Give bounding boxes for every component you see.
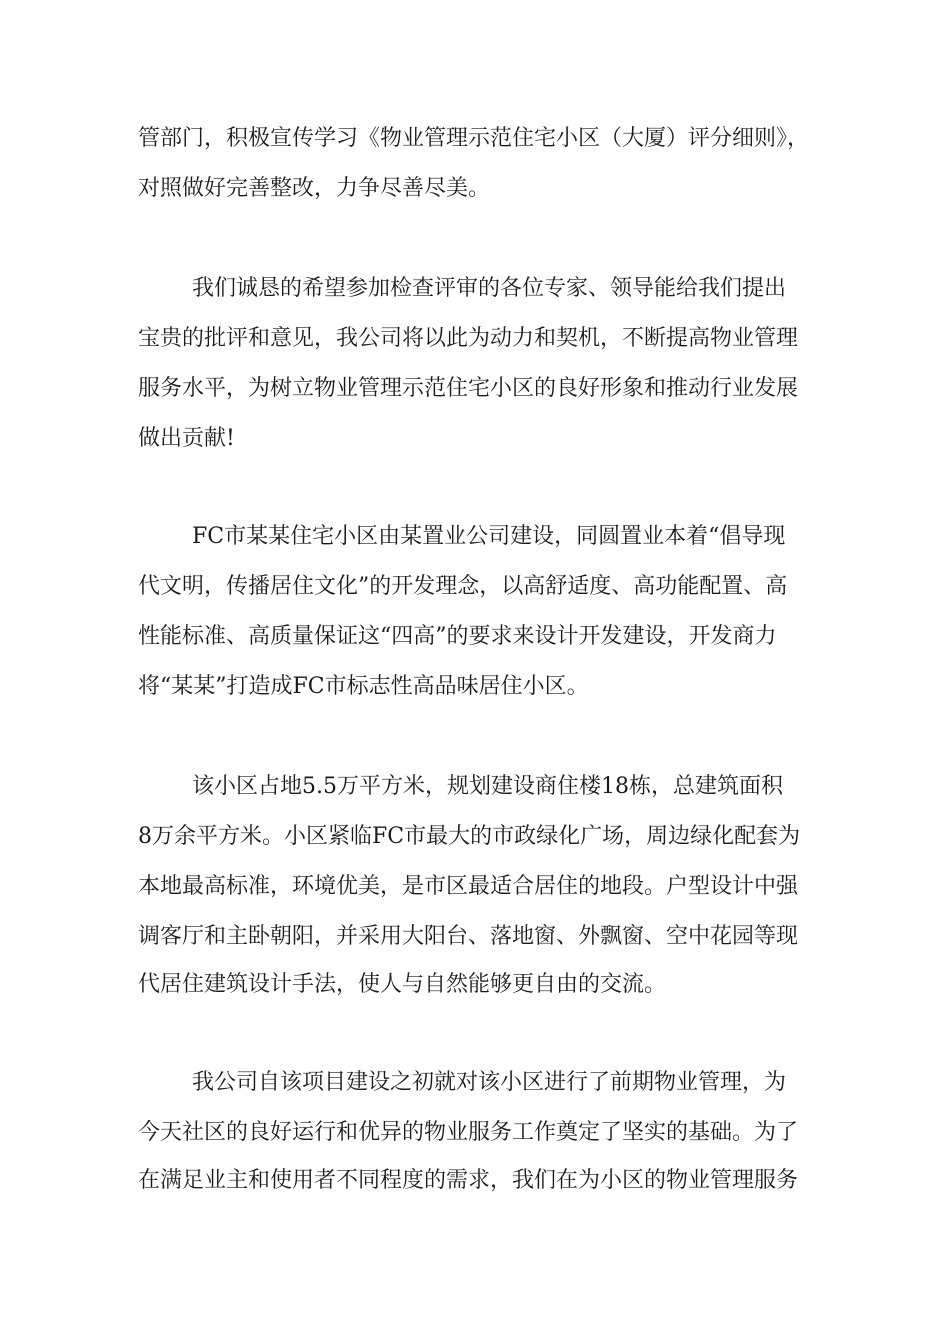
paragraph-2-line-4: 做出贡献! (138, 426, 235, 451)
paragraph-3-line-1: FC市某某住宅小区由某置业公司建设，同圆置业本着“倡导现 (192, 524, 786, 549)
paragraph-4-line-2: 8万余平方米。小区紧临FC市最大的市政绿化广场，周边绿化配套为 (138, 824, 801, 849)
paragraph-2-line-1: 我们诚恳的希望参加检查评审的各位专家、领导能给我们提出 (192, 276, 787, 301)
paragraph-4-line-4: 调客厅和主卧朝阳，并采用大阳台、落地窗、外飘窗、空中花园等现 (138, 924, 799, 949)
paragraph-3-line-2: 代文明，传播居住文化”的开发理念，以高舒适度、高功能配置、高 (138, 574, 788, 599)
paragraph-1-line-1: 管部门，积极宣传学习《物业管理示范住宅小区（大厦）评分细则》， (138, 126, 810, 151)
paragraph-1-line-2: 对照做好完善整改，力争尽善尽美。 (138, 176, 491, 201)
paragraph-3-line-3: 性能标准、高质量保证这“四高”的要求来设计开发建设，开发商力 (138, 624, 777, 649)
paragraph-5-line-3: 在满足业主和使用者不同程度的需求，我们在为小区的物业管理服务 (138, 1168, 799, 1193)
paragraph-5-line-2: 今天社区的良好运行和优异的物业服务工作奠定了坚实的基础。为了 (138, 1120, 799, 1145)
paragraph-3-line-4: 将“某某”打造成FC市标志性高品味居住小区。 (138, 674, 589, 699)
paragraph-2-line-2: 宝贵的批评和意见，我公司将以此为动力和契机，不断提高物业管理 (138, 326, 799, 351)
paragraph-4-line-5: 代居住建筑设计手法，使人与自然能够更自由的交流。 (138, 972, 667, 997)
paragraph-4-line-1: 该小区占地5.5万平方米，规划建设商住楼18栋，总建筑面积 (192, 774, 783, 799)
paragraph-5-line-1: 我公司自该项目建设之初就对该小区进行了前期物业管理，为 (192, 1070, 787, 1095)
paragraph-4-line-3: 本地最高标准，环境优美，是市区最适合居住的地段。户型设计中强 (138, 874, 799, 899)
paragraph-2-line-3: 服务水平，为树立物业管理示范住宅小区的良好形象和推动行业发展 (138, 376, 799, 401)
